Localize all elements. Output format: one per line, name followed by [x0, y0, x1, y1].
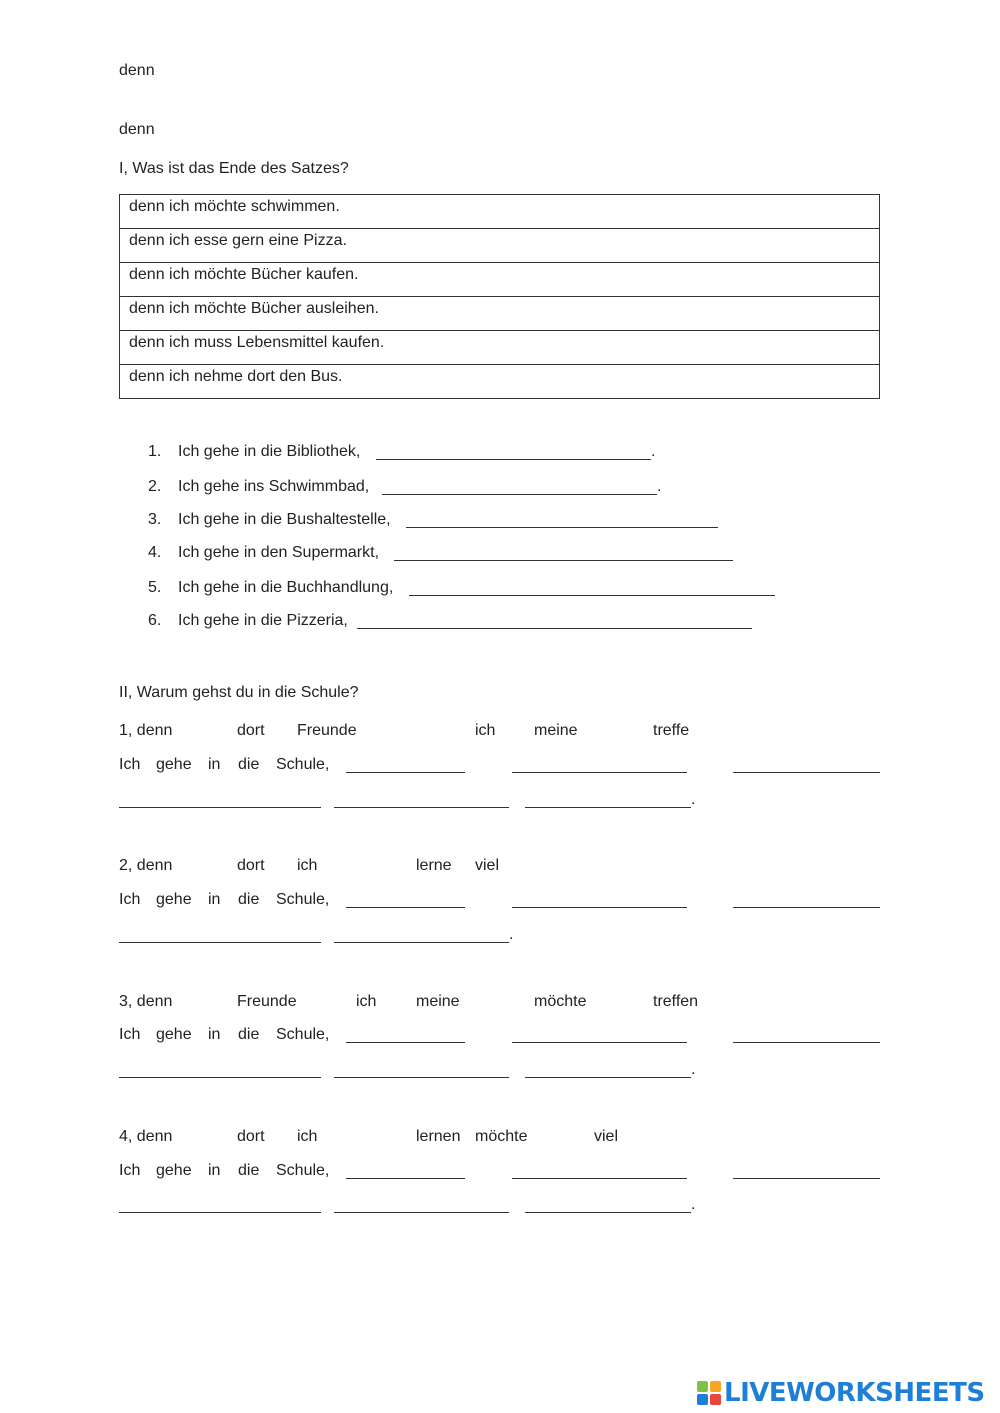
table-cell[interactable]: denn ich esse gern eine Pizza.	[120, 229, 880, 263]
sentence-word: in	[208, 1026, 221, 1043]
word-chip: ich	[297, 1128, 318, 1145]
brand-name: LIVEWORKSHEETS	[724, 1378, 985, 1408]
answer-blank[interactable]	[409, 595, 775, 596]
word-chip: ich	[356, 993, 377, 1010]
answer-blank[interactable]	[119, 1077, 321, 1078]
table-row	[120, 331, 880, 365]
word-chip: 2, denn	[119, 857, 173, 874]
answer-blank[interactable]	[512, 1178, 687, 1179]
answer-blank[interactable]	[512, 907, 687, 908]
answer-blank[interactable]	[525, 1212, 691, 1213]
word-chip: meine	[534, 722, 578, 739]
answer-blank[interactable]	[346, 1178, 465, 1179]
table-cell[interactable]: denn ich möchte schwimmen.	[120, 195, 880, 229]
word-chip: 3, denn	[119, 993, 173, 1010]
answer-blank[interactable]	[406, 527, 718, 528]
answer-blank[interactable]	[119, 942, 321, 943]
answer-blank[interactable]	[394, 560, 733, 561]
table-cell[interactable]: denn ich möchte Bücher ausleihen.	[120, 297, 880, 331]
word-chip: viel	[594, 1128, 619, 1145]
sentence-word: Ich	[119, 1162, 141, 1179]
word-chip: möchte	[534, 993, 587, 1010]
answer-blank[interactable]	[376, 459, 651, 460]
word-chip: lerne	[416, 857, 452, 874]
answer-blank[interactable]	[512, 1042, 687, 1043]
answer-blank[interactable]	[119, 1212, 321, 1213]
answer-blank[interactable]	[119, 807, 321, 808]
word-chip: treffen	[653, 993, 699, 1010]
sentence-word: die	[238, 756, 260, 773]
top-word-1: denn	[119, 62, 155, 79]
table-cell[interactable]: denn ich möchte Bücher kaufen.	[120, 263, 880, 297]
sentence-word: Schule,	[276, 1026, 330, 1043]
answer-blank[interactable]	[334, 807, 509, 808]
answer-blank[interactable]	[733, 1042, 880, 1043]
sentence-period: .	[509, 926, 514, 943]
item-text: Ich gehe in die Pizzeria,	[178, 612, 348, 629]
answer-blank[interactable]	[334, 1212, 509, 1213]
sentence-word: gehe	[156, 891, 192, 908]
answer-blank[interactable]	[525, 807, 691, 808]
word-chip: dort	[237, 857, 265, 874]
sentence-word: Ich	[119, 1026, 141, 1043]
answer-blank[interactable]	[346, 907, 465, 908]
item-text: Ich gehe in die Buchhandlung,	[178, 579, 394, 596]
sentence-word: Schule,	[276, 756, 330, 773]
sentence-word: in	[208, 1162, 221, 1179]
liveworksheets-logo-icon	[697, 1381, 721, 1405]
answer-blank[interactable]	[382, 494, 657, 495]
item-text: Ich gehe in die Bibliothek,	[178, 443, 361, 460]
item-number: 2.	[148, 478, 162, 495]
word-chip: möchte	[475, 1128, 528, 1145]
table-row	[120, 297, 880, 331]
answer-blank[interactable]	[334, 1077, 509, 1078]
sentence-period: .	[691, 1061, 696, 1078]
table-row	[120, 195, 880, 229]
word-chip: dort	[237, 1128, 265, 1145]
sentence-period: .	[691, 791, 696, 808]
sentence-word: Ich	[119, 891, 141, 908]
word-chip: treffe	[653, 722, 690, 739]
word-chip: ich	[297, 857, 318, 874]
word-chip: 1, denn	[119, 722, 173, 739]
answer-blank[interactable]	[525, 1077, 691, 1078]
answer-blank[interactable]	[512, 772, 687, 773]
sentence-word: in	[208, 756, 221, 773]
sentence-word: Schule,	[276, 1162, 330, 1179]
item-text: Ich gehe ins Schwimmbad,	[178, 478, 370, 495]
sentence-word: die	[238, 891, 260, 908]
sentence-word: Schule,	[276, 891, 330, 908]
word-chip: viel	[475, 857, 500, 874]
answer-blank[interactable]	[346, 1042, 465, 1043]
sentence-period: .	[691, 1196, 696, 1213]
table-row	[120, 365, 880, 399]
item-text: Ich gehe in den Supermarkt,	[178, 544, 380, 561]
answer-options-table	[119, 194, 880, 399]
sentence-word: in	[208, 891, 221, 908]
table-cell[interactable]: denn ich muss Lebensmittel kaufen.	[120, 331, 880, 365]
table-row	[120, 229, 880, 263]
sentence-word: die	[238, 1162, 260, 1179]
section1-heading: I, Was ist das Ende des Satzes?	[119, 160, 349, 177]
item-number: 5.	[148, 579, 162, 596]
sentence-word: die	[238, 1026, 260, 1043]
liveworksheets-logo[interactable]	[697, 1378, 994, 1408]
answer-blank[interactable]	[733, 907, 880, 908]
section2-heading: II, Warum gehst du in die Schule?	[119, 684, 359, 701]
item-period: .	[651, 443, 656, 460]
word-chip: meine	[416, 993, 460, 1010]
answer-blank[interactable]	[346, 772, 465, 773]
answer-blank[interactable]	[334, 942, 509, 943]
item-number: 6.	[148, 612, 162, 629]
item-text: Ich gehe in die Bushaltestelle,	[178, 511, 391, 528]
sentence-word: gehe	[156, 1162, 192, 1179]
item-number: 4.	[148, 544, 162, 561]
item-number: 3.	[148, 511, 162, 528]
answer-blank[interactable]	[733, 772, 880, 773]
table-row	[120, 263, 880, 297]
table-cell[interactable]: denn ich nehme dort den Bus.	[120, 365, 880, 399]
word-chip: 4, denn	[119, 1128, 173, 1145]
item-number: 1.	[148, 443, 162, 460]
sentence-word: gehe	[156, 1026, 192, 1043]
sentence-word: Ich	[119, 756, 141, 773]
word-chip: Freunde	[297, 722, 357, 739]
word-chip: lernen	[416, 1128, 461, 1145]
sentence-word: gehe	[156, 756, 192, 773]
word-chip: ich	[475, 722, 496, 739]
item-period: .	[657, 478, 662, 495]
answer-blank[interactable]	[733, 1178, 880, 1179]
word-chip: Freunde	[237, 993, 297, 1010]
answer-blank[interactable]	[357, 628, 752, 629]
word-chip: dort	[237, 722, 265, 739]
top-word-2: denn	[119, 121, 155, 138]
